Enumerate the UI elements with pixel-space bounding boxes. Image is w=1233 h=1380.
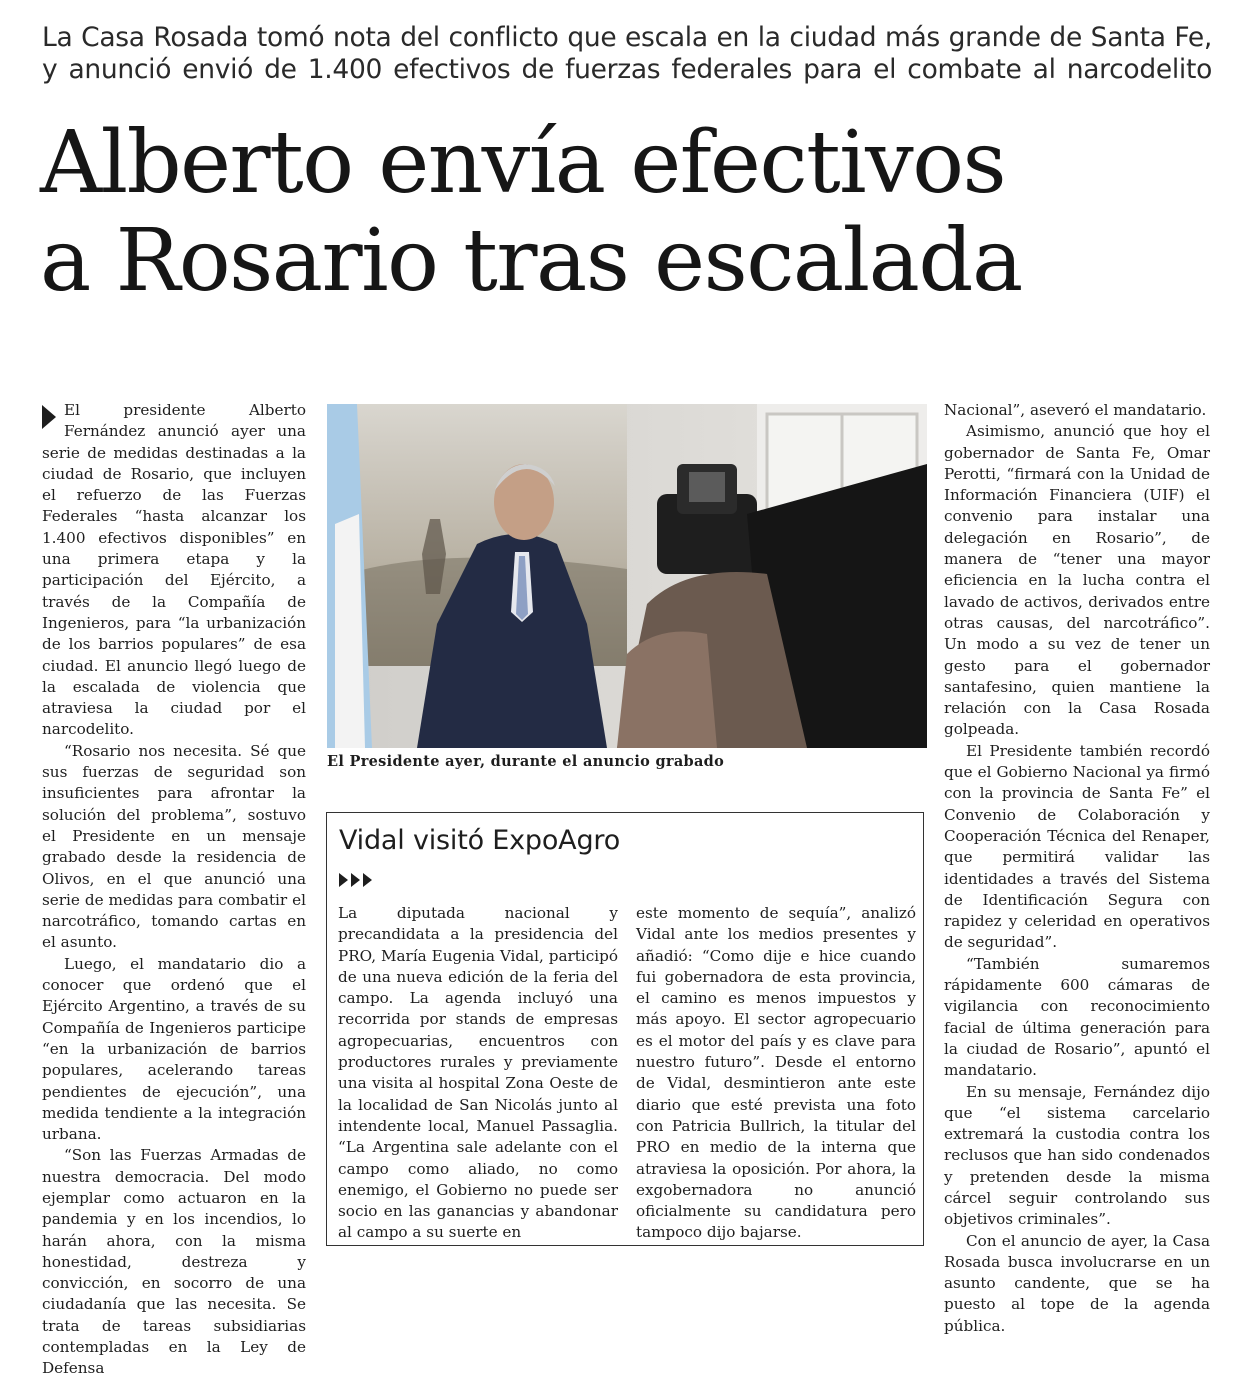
sidebar-box-column-2 bbox=[636, 903, 916, 1244]
article-paragraph: En su mensaje, Fernández dijo que “el sistema carcelario extremará la custodia contra los reclusos que han sido condenados y pretenden desde la misma cárcel seguir controlando sus objetivos criminales”. bbox=[944, 1082, 1210, 1229]
kicker bbox=[42, 22, 1212, 86]
article-column-1 bbox=[42, 400, 306, 1380]
news-photo bbox=[327, 404, 927, 748]
triple-arrow-icon bbox=[339, 873, 379, 887]
article-paragraph bbox=[42, 400, 306, 741]
article-column-4 bbox=[944, 400, 1210, 1337]
kicker-line-2: y anunció envió de 1.400 efectivos de fuerzas federales para el combate al narcodelito bbox=[42, 54, 1212, 85]
sidebar-box-title: Vidal visitó ExpoAgro bbox=[339, 825, 621, 856]
headline-line-1: Alberto envía efectivos bbox=[40, 113, 1006, 213]
article-paragraph: Luego, el mandatario dio a conocer que ordenó que el Ejército Argentino, a través de su Compañía de Ingenieros participe “en la urbanización de barrios populares, acelerando tareas pendientes de ejecución”, una medida tendiente a la integración urbana. bbox=[42, 954, 306, 1144]
sidebar-box-text: este momento de sequía”, analizó Vidal ante los medios presentes y añadió: “Como dije e hice cuando fui gobernadora de esta provincia, el camino es menos impuestos y más apoyo. El sector agropecuario es el motor del país y es clave para nuestro futuro”. Desde el entorno de Vidal, desmintieron ante este diario que esté prevista una foto con Patricia Bullrich, la titular del PRO en medio de la interna que atraviesa la oposición. Por ahora, la exgobernadora no anunció oficialmente su candidatura pero tampoco dijo bajarse. bbox=[636, 904, 916, 1242]
article-paragraph: “Son las Fuerzas Armadas de nuestra democracia. Del modo ejemplar como actuaron en la pandemia y en los incendios, lo harán ahora, con la misma honestidad, destreza y convicción, en socorro de una ciudadanía que las necesita. Se trata de tareas subsidiarias contempladas en la Ley de Defensa bbox=[42, 1146, 306, 1378]
article-paragraph: El Presidente también recordó que el Gobierno Nacional ya firmó con la provincia de Santa Fe” el Convenio de Colaboración y Cooperación Técnica del Renaper, que permitirá validar las identidades a través del Sistema de Identificación Segura con rapidez y celeridad en operativos de seguridad”. bbox=[944, 741, 1210, 952]
sidebar-box bbox=[326, 812, 924, 1246]
photo-caption: El Presidente ayer, durante el anuncio grabado bbox=[327, 753, 725, 770]
article-paragraph: “También sumaremos rápidamente 600 cámaras de vigilancia con reconocimiento facial de última generación para la ciudad de Rosario”, apuntó el mandatario. bbox=[944, 954, 1210, 1080]
headline bbox=[40, 114, 1220, 310]
headline-line-2: a Rosario tras escalada bbox=[40, 211, 1022, 311]
article-paragraph: Con el anuncio de ayer, la Casa Rosada busca involucrarse en un asunto candente, que se ha puesto al tope de la agenda pública. bbox=[944, 1231, 1210, 1335]
article-paragraph: Asimismo, anunció que hoy el gobernador de Santa Fe, Omar Perotti, “firmará con la Unidad de Información Financiera (UIF) el convenio para instalar una delegación en Rosario”, de manera de “tener una mayor eficiencia en la lucha contra el lavado de activos, derivados entre otras causas, del narcotráfico”. Un modo a su vez de tener un gesto para el gobernador santafesino, quien mantiene la relación con la Casa Rosada golpeada. bbox=[944, 422, 1210, 739]
article-paragraph: Nacional”, aseveró el mandatario. bbox=[944, 401, 1207, 419]
article-paragraph: “Rosario nos necesita. Sé que sus fuerzas de seguridad son insuficientes para afrontar la solución del problema”, sostuvo el Presidente en un mensaje grabado desde la residencia de Olivos, en el que anunció una serie de medidas para combatir el narcotráfico, tomando cartas en el asunto. bbox=[42, 741, 306, 952]
article-paragraph-text: El presidente Alberto Fernández anunció ayer una serie de medidas destinadas a la ciudad de Rosario, que incluyen el refuerzo de las Fuerzas Federales “hasta alcanzar los 1.400 efectivos disponibles” en una primera etapa y la participación del Ejército, a través de la Compañía de Ingenieros, para “la urbanización de los barrios populares” de esa ciudad. El anuncio llegó luego de la escalada de violencia que atraviesa la ciudad por el narcodelito. bbox=[42, 401, 306, 739]
sidebar-box-column-1 bbox=[338, 903, 618, 1244]
kicker-line-1: La Casa Rosada tomó nota del conflicto que escala en la ciudad más grande de Santa Fe, bbox=[42, 22, 1212, 53]
photo-illustration bbox=[327, 404, 927, 748]
sidebar-box-text: La diputada nacional y precandidata a la presidencia del PRO, María Eugenia Vidal, participó de una nueva edición de la feria del campo. La agenda incluyó una recorrida por stands de empresas agropecuarias, encuentros con productores rurales y previamente una visita al hospital Zona Oeste de la localidad de San Nicolás junto al intendente local, Manuel Passaglia. “La Argentina sale adelante con el campo como aliado, no como enemigo, el Gobierno no puede ser socio en las ganancias y abandonar al campo a su suerte en bbox=[338, 904, 618, 1242]
lead-triangle-icon bbox=[42, 405, 56, 429]
